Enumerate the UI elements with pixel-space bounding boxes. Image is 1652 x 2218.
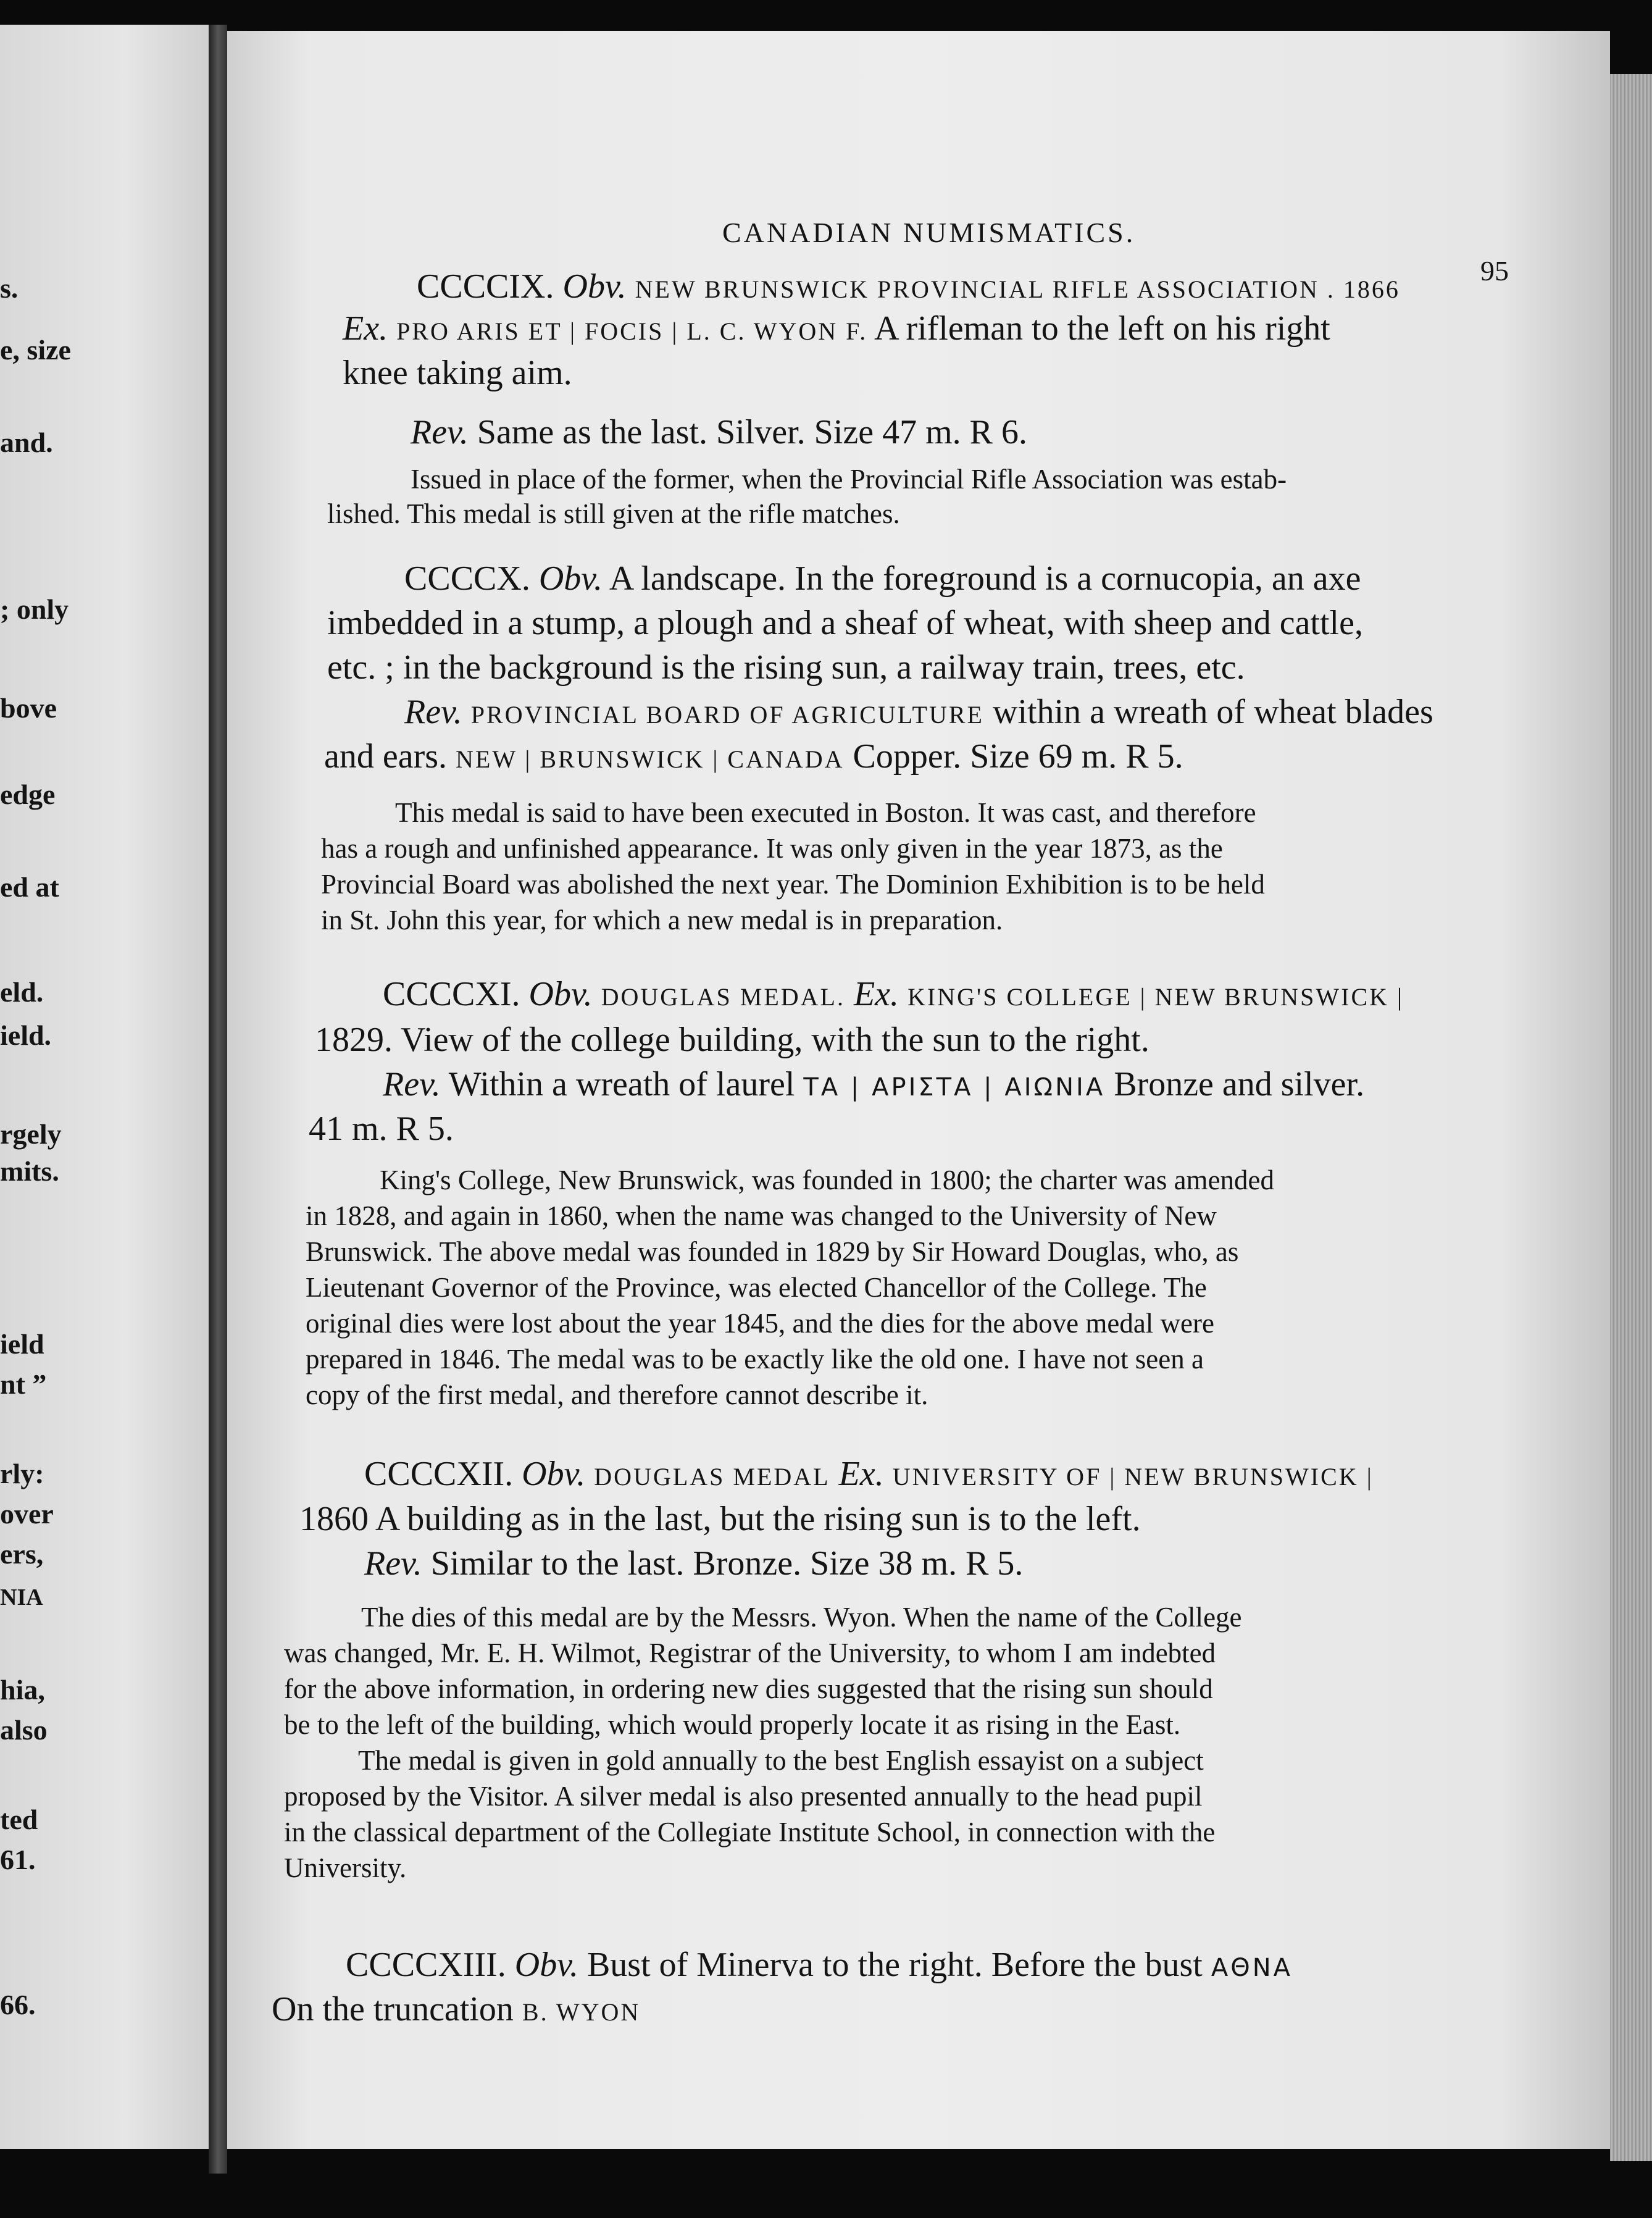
reverse-label: Rev. bbox=[404, 693, 462, 731]
entry-410-heading bbox=[404, 559, 1361, 598]
left-facing-page bbox=[0, 25, 211, 2149]
left-page-line: 61. bbox=[0, 1844, 36, 1875]
entry-409-heading bbox=[417, 267, 1400, 309]
left-page-line: e, size bbox=[0, 334, 71, 366]
reverse-label: Rev. bbox=[364, 1544, 422, 1583]
entry-411-note-line: Brunswick. The above medal was founded in 1829 by Sir Howard Douglas, who, as bbox=[306, 1236, 1239, 1267]
entry-409-note-line: Issued in place of the former, when the Provincial Rifle Association was estab- bbox=[411, 464, 1287, 495]
entry-410-reverse bbox=[404, 692, 1433, 735]
entry-409-description: knee taking aim. bbox=[343, 354, 572, 392]
page-number: 95 bbox=[1480, 255, 1509, 287]
left-page-line: ield. bbox=[0, 1019, 52, 1051]
reverse-metal: Bronze and silver. bbox=[1114, 1065, 1365, 1103]
entry-410-reverse-line2: and ears. NEW | BRUNSWICK | CANADA Copper. Size 69 m. R 5. bbox=[324, 737, 1183, 776]
exergue-label: Ex. bbox=[343, 309, 388, 348]
entry-412-note-line: University. bbox=[284, 1852, 407, 1883]
entry-411-note-line: King's College, New Brunswick, was founded in 1800; the charter was amended bbox=[380, 1165, 1275, 1195]
left-page-line: s. bbox=[0, 272, 19, 304]
exergue-legend: PRO ARIS ET | FOCIS | L. C. WYON F. bbox=[396, 317, 868, 345]
obverse-legend: NEW BRUNSWICK PROVINCIAL RIFLE ASSOCIATION . 1866 bbox=[635, 275, 1400, 303]
entry-412-note-line: The medal is given in gold annually to the best English essayist on a subject bbox=[358, 1745, 1204, 1776]
left-page-line: ers, bbox=[0, 1538, 44, 1570]
exergue-legend: UNIVERSITY OF | NEW BRUNSWICK | bbox=[892, 1463, 1374, 1491]
entry-411-note-line: original dies were lost about the year 1845, and the dies for the above medal were bbox=[306, 1308, 1214, 1339]
obverse-text: Bust of Minerva to the right. Before the bust bbox=[586, 1946, 1203, 1984]
left-page-line: and. bbox=[0, 427, 53, 458]
reverse-text: Same as the last. Silver. Size 47 m. R 6. bbox=[477, 413, 1028, 451]
description-text: A rifleman to the left on his right bbox=[874, 309, 1330, 348]
greek-inscription: ΑΘΝΑ bbox=[1211, 1954, 1293, 1982]
entry-number: CCCCXII. bbox=[364, 1455, 514, 1493]
left-page-line: also bbox=[0, 1714, 48, 1746]
entry-410-note-line: in St. John this year, for which a new medal is in preparation. bbox=[321, 905, 1003, 935]
entry-412-heading bbox=[364, 1454, 1374, 1497]
reverse-label: Rev. bbox=[383, 1065, 441, 1103]
left-page-line: 66. bbox=[0, 1989, 36, 2020]
entry-409-exergue-line bbox=[343, 309, 1330, 351]
entry-number: CCCCX. bbox=[404, 559, 530, 598]
reverse-text: within a wreath of wheat blades bbox=[993, 693, 1433, 731]
entry-413-line: On the truncation B. WYON bbox=[272, 1990, 641, 2028]
left-page-line: nt ” bbox=[0, 1368, 47, 1400]
exergue-label: Ex. bbox=[853, 975, 899, 1013]
left-page-line: edge bbox=[0, 779, 56, 810]
entry-412-note-line: for the above information, in ordering new dies suggested that the rising sun should bbox=[284, 1673, 1213, 1704]
entry-410-line: imbedded in a stump, a plough and a sheaf of wheat, with sheep and cattle, bbox=[327, 604, 1363, 642]
exergue-legend: KING'S COLLEGE | NEW BRUNSWICK | bbox=[907, 983, 1404, 1011]
entry-411-line: 1829. View of the college building, with the sun to the right. bbox=[315, 1021, 1149, 1059]
signature-legend: B. WYON bbox=[522, 1998, 641, 2026]
left-page-line: ed at bbox=[0, 871, 59, 903]
entry-410-note-line: This medal is said to have been executed in Boston. It was cast, and therefore bbox=[395, 797, 1256, 828]
entry-412-reverse bbox=[364, 1544, 1023, 1583]
obverse-label: Obv. bbox=[562, 267, 627, 306]
entry-412-note-line: in the classical department of the Collegiate Institute School, in connection with the bbox=[284, 1817, 1216, 1848]
entry-410-note-line: has a rough and unfinished appearance. It was only given in the year 1873, as the bbox=[321, 833, 1223, 864]
left-page-line: bove bbox=[0, 692, 57, 724]
reverse-legend: NEW | BRUNSWICK | CANADA bbox=[456, 745, 845, 773]
left-page-line: eld. bbox=[0, 976, 44, 1008]
reverse-text: Within a wreath of laurel bbox=[448, 1065, 795, 1103]
entry-411-note-line: in 1828, and again in 1860, when the name was changed to the University of New bbox=[306, 1200, 1217, 1231]
entry-411-reverse bbox=[383, 1065, 1364, 1107]
entry-412-note-line: proposed by the Visitor. A silver medal is also presented annually to the head pupil bbox=[284, 1781, 1203, 1812]
obverse-label: Obv. bbox=[538, 559, 603, 598]
entry-411-note-line: prepared in 1846. The medal was to be exactly like the old one. I have not seen a bbox=[306, 1344, 1204, 1375]
left-page-line: rly: bbox=[0, 1458, 44, 1489]
left-page-line: hia, bbox=[0, 1674, 45, 1705]
page-edge bbox=[1610, 74, 1652, 2161]
entry-number: CCCCXI. bbox=[383, 975, 520, 1013]
left-page-line: mits. bbox=[0, 1155, 59, 1187]
obverse-legend: DOUGLAS MEDAL bbox=[594, 1463, 830, 1491]
entry-412-line: 1860 A building as in the last, but the rising sun is to the left. bbox=[299, 1500, 1141, 1538]
entry-412-note-line: be to the left of the building, which would properly locate it as rising in the East. bbox=[284, 1709, 1181, 1740]
left-page-line: over bbox=[0, 1498, 54, 1530]
running-title: CANADIAN NUMISMATICS. bbox=[722, 217, 1136, 248]
left-page-line: NIA bbox=[0, 1584, 43, 1610]
entry-410-line: etc. ; in the background is the rising sun, a railway train, trees, etc. bbox=[327, 648, 1245, 687]
obverse-label: Obv. bbox=[528, 975, 593, 1013]
reverse-text: Similar to the last. Bronze. Size 38 m. R 5. bbox=[430, 1544, 1024, 1583]
obverse-legend: DOUGLAS MEDAL. bbox=[601, 983, 845, 1011]
book-gutter bbox=[209, 25, 227, 2174]
left-page-line: ; only bbox=[0, 593, 69, 625]
reverse-legend: PROVINCIAL BOARD OF AGRICULTURE bbox=[470, 701, 984, 729]
entry-number: CCCCIX. bbox=[417, 267, 554, 306]
entry-413-heading bbox=[346, 1945, 1293, 1988]
entry-number: CCCCXIII. bbox=[346, 1946, 506, 1984]
entry-412-note-line: was changed, Mr. E. H. Wilmot, Registrar of the University, to whom I am indebted bbox=[284, 1638, 1216, 1668]
entry-411-heading bbox=[383, 974, 1404, 1017]
entry-411-line: 41 m. R 5. bbox=[309, 1110, 454, 1148]
entry-411-note-line: Lieutenant Governor of the Province, was elected Chancellor of the College. The bbox=[306, 1272, 1207, 1303]
entry-409-note-line: lished. This medal is still given at the rifle matches. bbox=[327, 498, 900, 529]
greek-inscription: ΤΑ | ΑΡΙΣΤΑ | ΑΙΩΝΙΑ bbox=[803, 1073, 1106, 1102]
exergue-label: Ex. bbox=[838, 1455, 884, 1493]
entry-410-note-line: Provincial Board was abolished the next year. The Dominion Exhibition is to be held bbox=[321, 869, 1265, 900]
entry-409-reverse bbox=[411, 412, 1027, 452]
entry-412-note-line: The dies of this medal are by the Messrs. Wyon. When the name of the College bbox=[361, 1602, 1242, 1633]
obverse-text: A landscape. In the foreground is a cornucopia, an axe bbox=[609, 559, 1361, 598]
left-page-line: ield bbox=[0, 1328, 44, 1360]
left-page-line: ted bbox=[0, 1804, 38, 1835]
left-page-line: rgely bbox=[0, 1118, 62, 1150]
entry-411-note-line: copy of the first medal, and therefore cannot describe it. bbox=[306, 1379, 928, 1410]
obverse-label: Obv. bbox=[522, 1455, 586, 1493]
obverse-label: Obv. bbox=[514, 1946, 578, 1984]
reverse-label: Rev. bbox=[411, 413, 469, 451]
